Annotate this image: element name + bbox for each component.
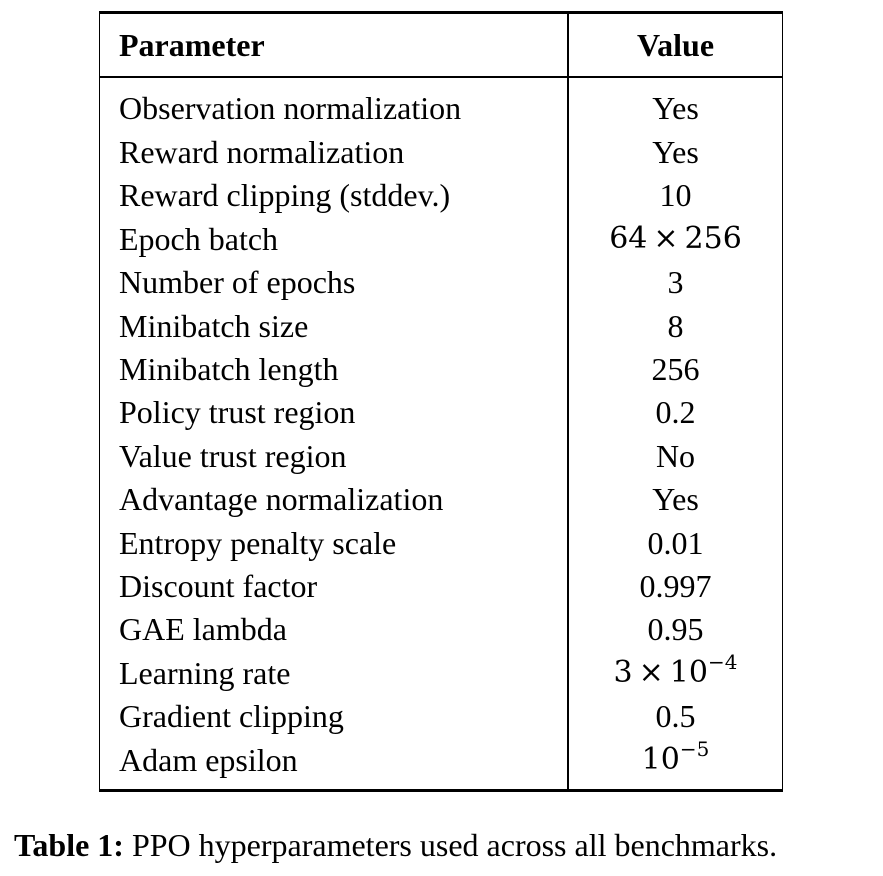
value-base: 10 — [669, 655, 708, 690]
row-value: No — [655, 438, 696, 474]
value-factor: 64 — [609, 221, 648, 256]
row-parameter: Number of epochs — [119, 264, 356, 300]
row-parameter: Learning rate — [119, 655, 291, 691]
row-parameter: Value trust region — [119, 438, 347, 474]
row-value: 8 — [667, 308, 684, 344]
row-parameter: GAE lambda — [119, 611, 287, 647]
row-parameter: Advantage normalization — [119, 481, 444, 517]
row-value: 256 — [651, 351, 700, 387]
row-parameter: Observation normalization — [119, 90, 462, 126]
header-value: Value — [636, 27, 715, 63]
row-value: Yes — [652, 134, 699, 170]
row-value — [568, 221, 783, 257]
row-parameter: Reward clipping (stddev.) — [119, 177, 451, 213]
header-rule — [99, 76, 783, 78]
value-factor: 3 — [613, 655, 633, 690]
row-parameter: Adam epsilon — [119, 742, 298, 778]
row-value: Yes — [652, 481, 699, 517]
times-operator: × — [638, 655, 664, 690]
row-parameter: Discount factor — [119, 568, 318, 604]
row-value: 0.5 — [655, 698, 696, 734]
value-exponent: −4 — [707, 650, 738, 674]
row-value — [568, 737, 783, 778]
row-value: 0.01 — [647, 525, 704, 561]
value-factor: 256 — [684, 221, 742, 256]
caption-text: PPO hyperparameters used across all benchmarks. — [123, 827, 778, 863]
times-operator: × — [653, 221, 679, 256]
value-exponent: −5 — [679, 737, 710, 761]
row-value: Yes — [652, 90, 699, 126]
row-value — [568, 650, 783, 691]
row-parameter: Minibatch size — [119, 308, 309, 344]
row-value: 0.2 — [655, 394, 696, 430]
row-value: 10 — [659, 177, 692, 213]
row-parameter: Reward normalization — [119, 134, 405, 170]
row-value: 0.997 — [639, 568, 712, 604]
row-parameter: Minibatch length — [119, 351, 339, 387]
row-value: 3 — [667, 264, 684, 300]
value-base: 10 — [641, 742, 680, 777]
row-parameter: Policy trust region — [119, 394, 356, 430]
row-parameter: Epoch batch — [119, 221, 279, 257]
row-parameter: Entropy penalty scale — [119, 525, 397, 561]
row-parameter: Gradient clipping — [119, 698, 344, 734]
header-parameter: Parameter — [119, 27, 265, 63]
caption-label: Table 1: — [14, 827, 124, 863]
row-value: 0.95 — [647, 611, 704, 647]
table-caption — [14, 826, 777, 864]
